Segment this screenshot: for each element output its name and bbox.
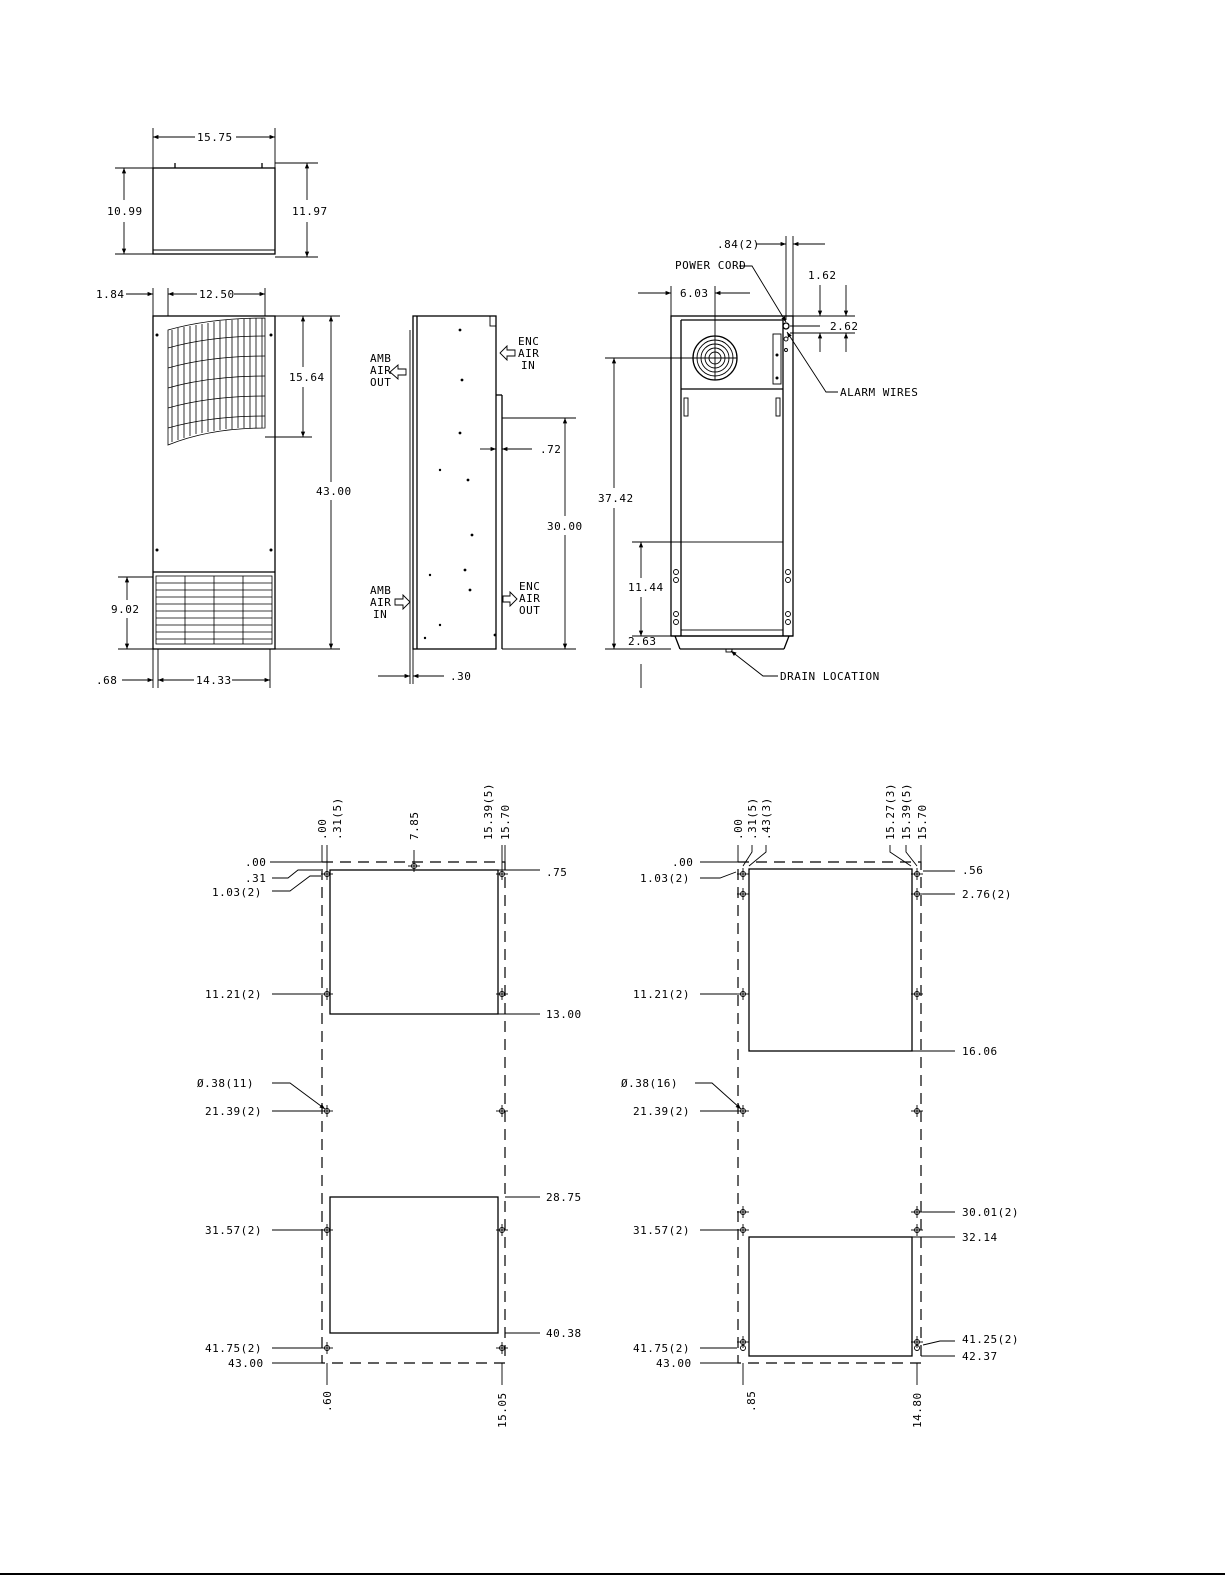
hole-callout-left: Ø.38(11) bbox=[197, 1077, 254, 1090]
amb-air-in-1: AMB bbox=[370, 584, 392, 597]
dim-lower-grille-height: 9.02 bbox=[111, 603, 140, 616]
right-label-r56: .56 bbox=[962, 864, 984, 877]
dim-fan-offset: 6.03 bbox=[680, 287, 709, 300]
enc-air-out-3: OUT bbox=[519, 604, 541, 617]
top-label-r1527: 15.27(3) bbox=[884, 783, 897, 840]
left-label-r1121: 11.21(2) bbox=[633, 988, 690, 1001]
dim-bottom-offset: .68 bbox=[96, 674, 118, 687]
cutout-right bbox=[621, 783, 1019, 1428]
dim-bottom-width: 14.33 bbox=[196, 674, 232, 687]
left-label-1121: 11.21(2) bbox=[205, 988, 262, 1001]
right-label-r276: 2.76(2) bbox=[962, 888, 1012, 901]
top-view-outline bbox=[153, 168, 275, 254]
left-label-103: 1.03(2) bbox=[212, 886, 262, 899]
bottom-label-r1480: 14.80 bbox=[911, 1392, 924, 1428]
top-label-1570: 15.70 bbox=[499, 804, 512, 840]
cutout-left bbox=[197, 783, 582, 1428]
right-label-r1606: 16.06 bbox=[962, 1045, 998, 1058]
dim-top-width: 15.75 bbox=[197, 131, 233, 144]
left-label-r3157: 31.57(2) bbox=[633, 1224, 690, 1237]
amb-air-in-2: AIR bbox=[370, 596, 392, 609]
drain-location-label: DRAIN LOCATION bbox=[780, 670, 880, 683]
dim-height-3742: 37.42 bbox=[598, 492, 634, 505]
top-label-r1539: 15.39(5) bbox=[900, 783, 913, 840]
enc-air-out-1: ENC bbox=[519, 580, 541, 593]
top-label-31: .31(5) bbox=[331, 797, 344, 840]
top-label-r1570: 15.70 bbox=[916, 804, 929, 840]
side-view bbox=[370, 316, 583, 684]
dim-grille-height: 15.64 bbox=[289, 371, 325, 384]
top-label-785: 7.85 bbox=[408, 811, 421, 840]
right-label-r3214: 32.14 bbox=[962, 1231, 998, 1244]
left-label-r4175: 41.75(2) bbox=[633, 1342, 690, 1355]
left-label-4175: 41.75(2) bbox=[205, 1342, 262, 1355]
dim-top-height-right: 11.97 bbox=[292, 205, 328, 218]
left-label-2139: 21.39(2) bbox=[205, 1105, 262, 1118]
right-label-2875: 28.75 bbox=[546, 1191, 582, 1204]
lower-grille bbox=[156, 576, 272, 644]
cutout-left-outline bbox=[322, 862, 505, 1363]
dim-height-263: 2.63 bbox=[628, 635, 657, 648]
left-label-3157: 31.57(2) bbox=[205, 1224, 262, 1237]
dim-overall-height: 43.00 bbox=[316, 485, 352, 498]
dim-top-height-left: 10.99 bbox=[107, 205, 143, 218]
left-label-31: .31 bbox=[245, 872, 267, 885]
dim-flange: .72 bbox=[540, 443, 562, 456]
right-label-75: .75 bbox=[546, 866, 568, 879]
amb-air-out-1: AMB bbox=[370, 352, 392, 365]
alarm-wires-label: ALARM WIRES bbox=[840, 386, 919, 399]
enc-air-in-3: IN bbox=[521, 359, 536, 372]
right-label-1300: 13.00 bbox=[546, 1008, 582, 1021]
enc-air-out-2: AIR bbox=[519, 592, 541, 605]
dim-grille-width: 12.50 bbox=[199, 288, 235, 301]
dim-162: 1.62 bbox=[808, 269, 837, 282]
top-label-r31: .31(5) bbox=[746, 797, 759, 840]
top-label-00: .00 bbox=[316, 818, 329, 840]
cutout-right-outline bbox=[738, 862, 921, 1363]
dim-84: .84(2) bbox=[717, 238, 760, 251]
left-label-r00: .00 bbox=[672, 856, 694, 869]
enc-air-in-1: ENC bbox=[518, 335, 540, 348]
top-label-1539: 15.39(5) bbox=[482, 783, 495, 840]
amb-air-in-3: IN bbox=[373, 608, 388, 621]
left-label-r2139: 21.39(2) bbox=[633, 1105, 690, 1118]
dim-side-margin: 1.84 bbox=[96, 288, 125, 301]
side-view-outline bbox=[413, 316, 496, 649]
front-view bbox=[96, 128, 352, 688]
right-label-r3001: 30.01(2) bbox=[962, 1206, 1019, 1219]
enc-air-in-2: AIR bbox=[518, 347, 540, 360]
dim-side-bottom-offset: .30 bbox=[450, 670, 472, 683]
dim-262: 2.62 bbox=[830, 320, 859, 333]
left-label-r4300: 43.00 bbox=[656, 1357, 692, 1370]
left-label-4300: 43.00 bbox=[228, 1357, 264, 1370]
amb-air-out-3: OUT bbox=[370, 376, 392, 389]
right-label-4038: 40.38 bbox=[546, 1327, 582, 1340]
top-label-r43: .43(3) bbox=[760, 797, 773, 840]
hole-callout-right: Ø.38(16) bbox=[621, 1077, 678, 1090]
top-label-r00: .00 bbox=[732, 818, 745, 840]
right-label-r4125: 41.25(2) bbox=[962, 1333, 1019, 1346]
left-label-00: .00 bbox=[245, 856, 267, 869]
right-label-r4237: 42.37 bbox=[962, 1350, 998, 1363]
power-cord-label: POWER CORD bbox=[675, 259, 747, 272]
upper-grille bbox=[168, 318, 265, 445]
bottom-label-r85: .85 bbox=[745, 1390, 758, 1412]
left-label-r103: 1.03(2) bbox=[640, 872, 690, 885]
amb-air-out-2: AIR bbox=[370, 364, 392, 377]
dim-height-1144: 11.44 bbox=[628, 581, 664, 594]
dim-height-30: 30.00 bbox=[547, 520, 583, 533]
bottom-label-60: .60 bbox=[321, 1390, 334, 1412]
rear-view bbox=[598, 236, 918, 688]
bottom-label-1505: 15.05 bbox=[496, 1392, 509, 1428]
